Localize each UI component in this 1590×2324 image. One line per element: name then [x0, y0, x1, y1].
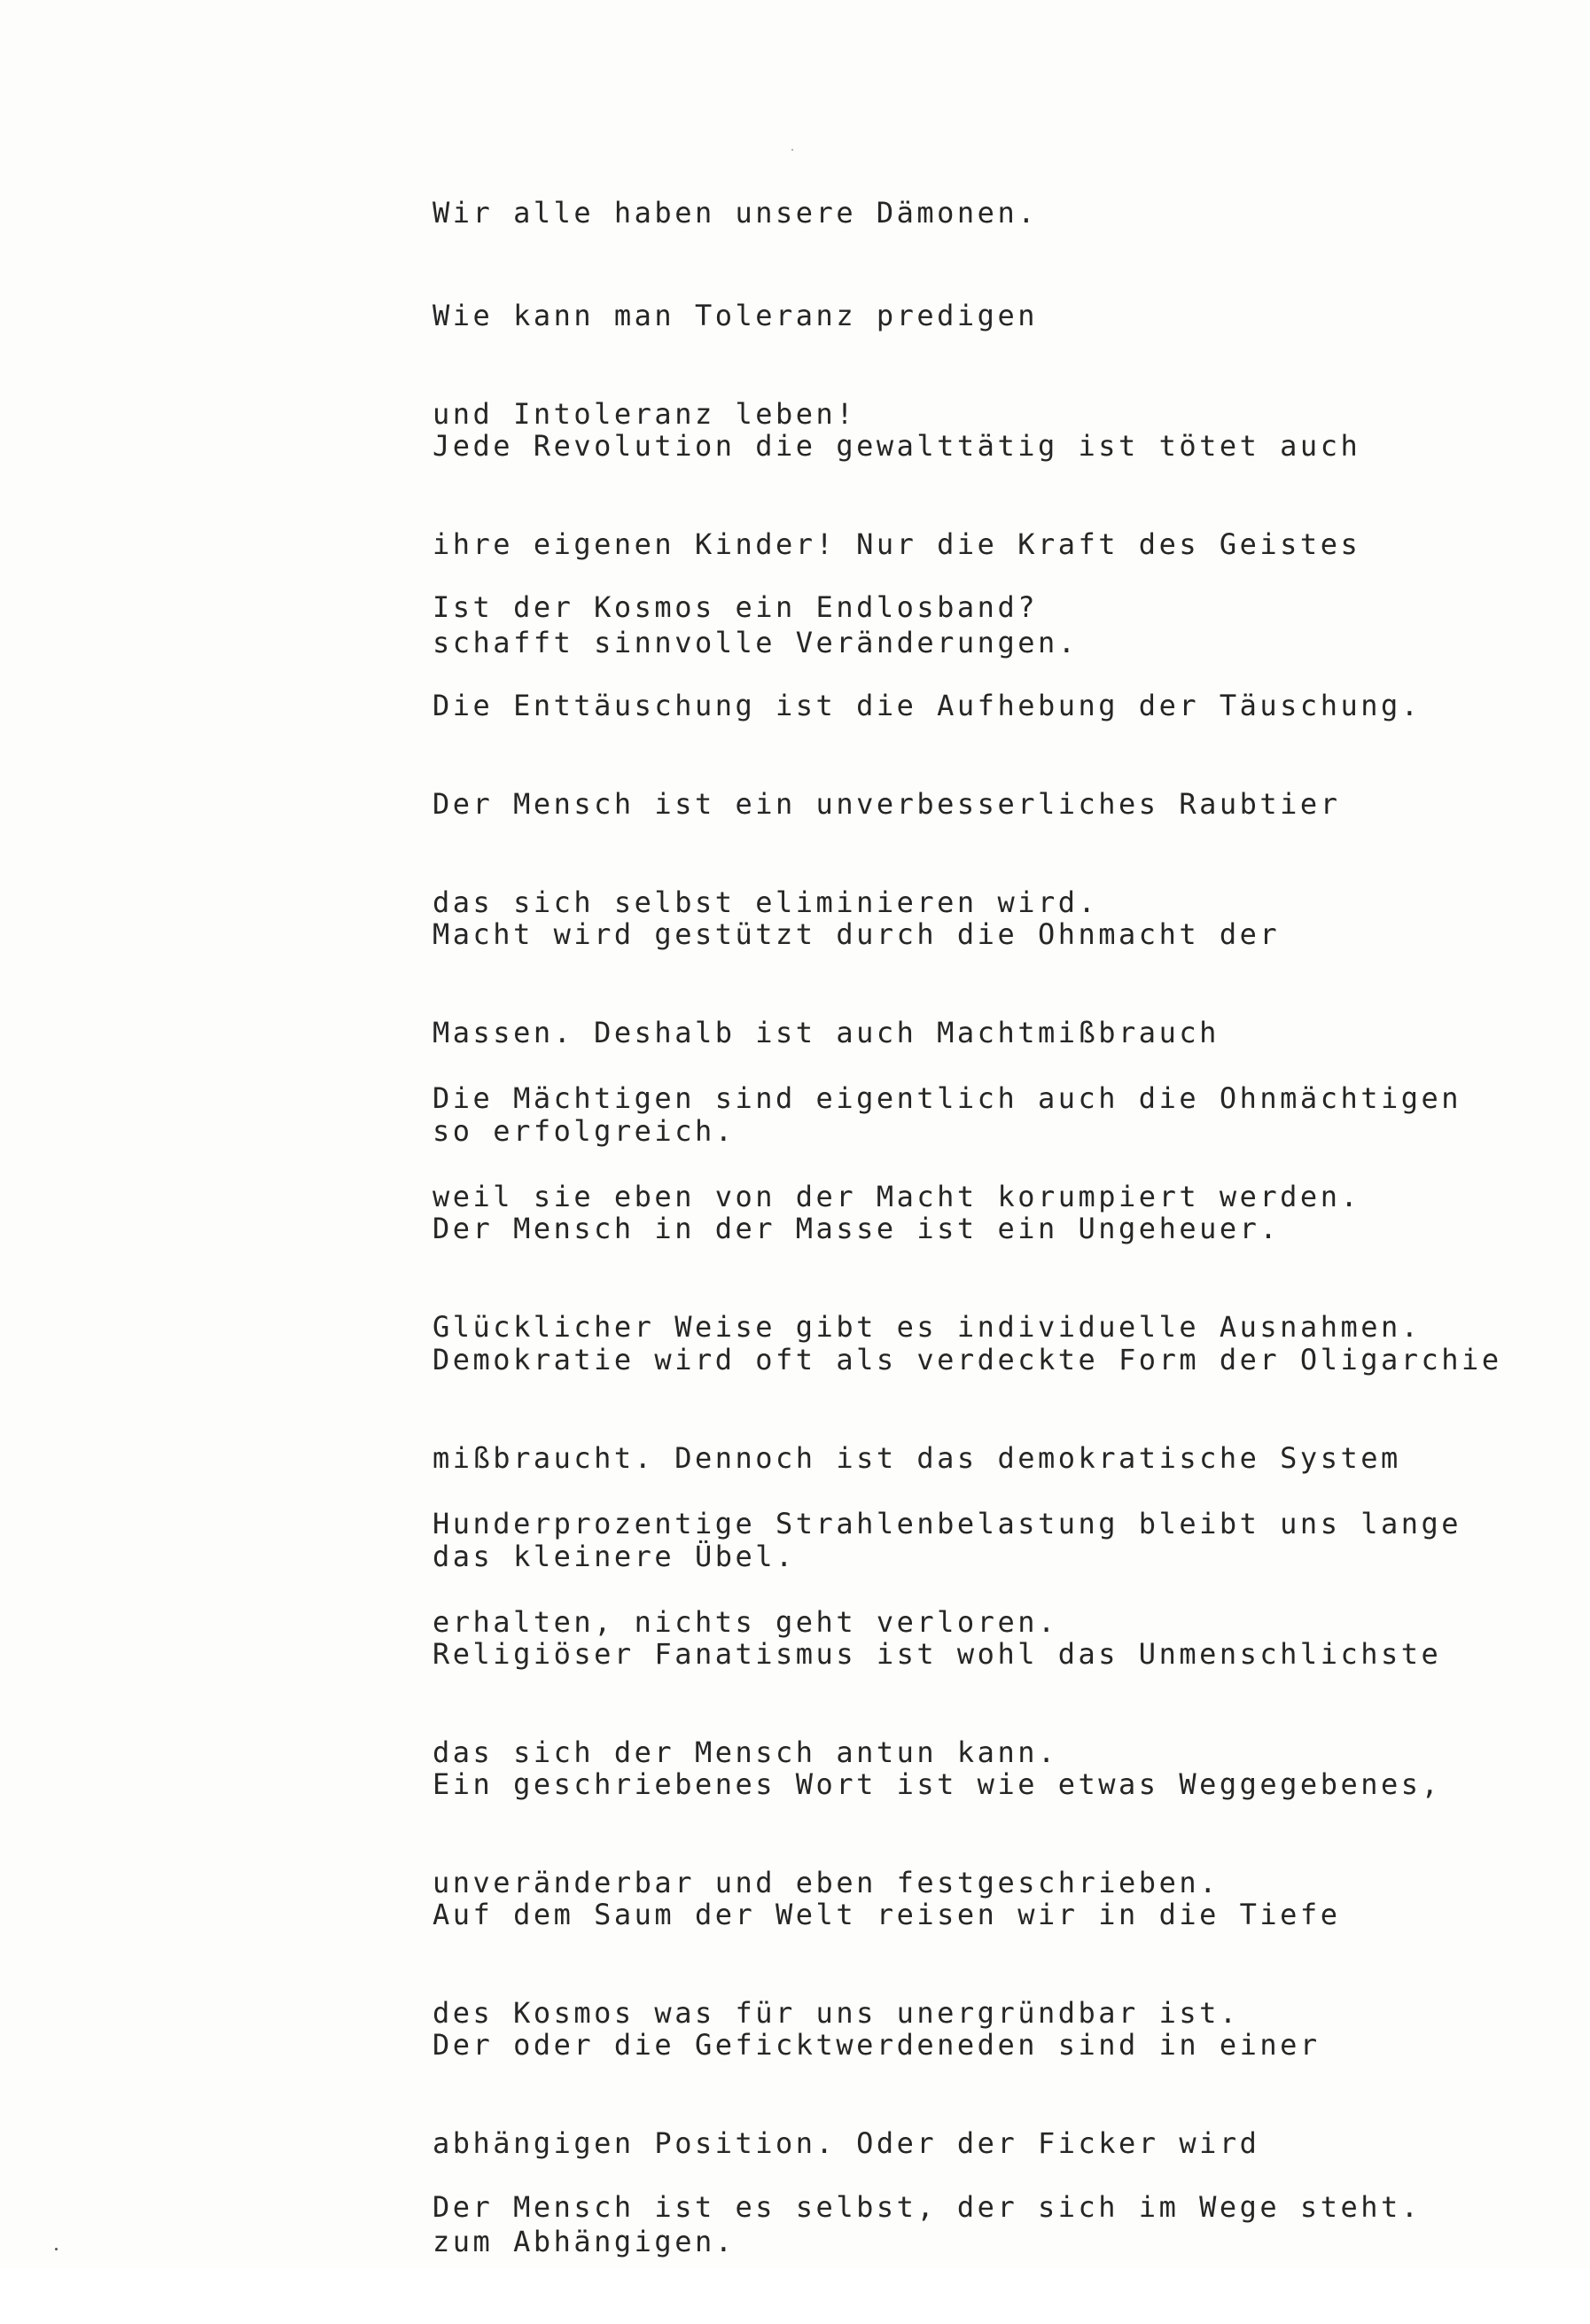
- paper-speck: [791, 149, 793, 151]
- aphorism-line: schafft sinnvolle Veränderungen.: [433, 626, 1079, 659]
- aphorism-line: das kleinere Übel.: [433, 1540, 796, 1573]
- aphorism-line: Demokratie wird oft als verdeckte Form der Oligarchie: [433, 1343, 1502, 1376]
- aphorism-line: Macht wird gestützt durch die Ohnmacht der: [433, 917, 1281, 951]
- aphorism-line: das sich der Mensch antun kann.: [433, 1735, 1058, 1769]
- aphorism-line: Hunderprozentige Strahlenbelastung bleibt uns lange: [433, 1507, 1462, 1540]
- aphorism-line: so erfolgreich.: [433, 1114, 736, 1148]
- aphorism-line: Die Enttäuschung ist die Aufhebung der Täuschung.: [433, 689, 1422, 722]
- aphorism-line: Der Mensch ist ein unverbesserliches Raubtier: [433, 787, 1341, 821]
- aphorism-line: Der Mensch in der Masse ist ein Ungeheuer.: [433, 1212, 1281, 1245]
- aphorism-line: Massen. Deshalb ist auch Machtmißbrauch: [433, 1016, 1220, 1049]
- aphorism-line: das sich selbst eliminieren wird.: [433, 885, 1099, 919]
- aphorism-line: Ein geschriebenes Wort ist wie etwas Weggegebenes,: [433, 1767, 1442, 1801]
- aphorism-line: Jede Revolution die gewalttätig ist tötet auch: [433, 429, 1361, 463]
- aphorism-line: Glücklicher Weise gibt es individuelle Ausnahmen.: [433, 1310, 1422, 1344]
- aphorism-line: Wie kann man Toleranz predigen: [433, 299, 1038, 332]
- aphorism-line: und Intoleranz leben!: [433, 397, 857, 431]
- aphorism-line: unveränderbar und eben festgeschrieben.: [433, 1866, 1220, 1899]
- aphorism-line: Die Mächtigen sind eigentlich auch die Ohnmächtigen: [433, 1081, 1462, 1115]
- aphorism-line: erhalten, nichts geht verloren.: [433, 1605, 1058, 1639]
- paper-speck: [55, 2248, 58, 2250]
- aphorism-line: Wir alle haben unsere Dämonen.: [433, 196, 1038, 230]
- aphorism-line: Religiöser Fanatismus ist wohl das Unmenschlichste: [433, 1637, 1442, 1671]
- aphorism-line: Der oder die Geficktwerdeneden sind in einer: [433, 2028, 1321, 2062]
- aphorism-line: mißbraucht. Dennoch ist das demokratische System: [433, 1441, 1401, 1475]
- aphorism-line: des Kosmos was für uns unergründbar ist.: [433, 1996, 1240, 2030]
- aphorism-line: weil sie eben von der Macht korumpiert werden.: [433, 1180, 1361, 1213]
- aphorism-line: Auf dem Saum der Welt reisen wir in die Tiefe: [433, 1898, 1341, 1931]
- aphorism-line: Ist der Kosmos ein Endlosband?: [433, 590, 1038, 624]
- aphorism-16: [433, 2125, 1422, 2289]
- aphorism-line: zum Abhängigen.: [433, 2225, 736, 2258]
- aphorism-line: Der Mensch ist es selbst, der sich im Wege steht.: [433, 2190, 1422, 2224]
- aphorism-line: ihre eigenen Kinder! Nur die Kraft des Geistes: [433, 527, 1361, 561]
- aphorism-line: abhängigen Position. Oder der Ficker wird: [433, 2126, 1260, 2160]
